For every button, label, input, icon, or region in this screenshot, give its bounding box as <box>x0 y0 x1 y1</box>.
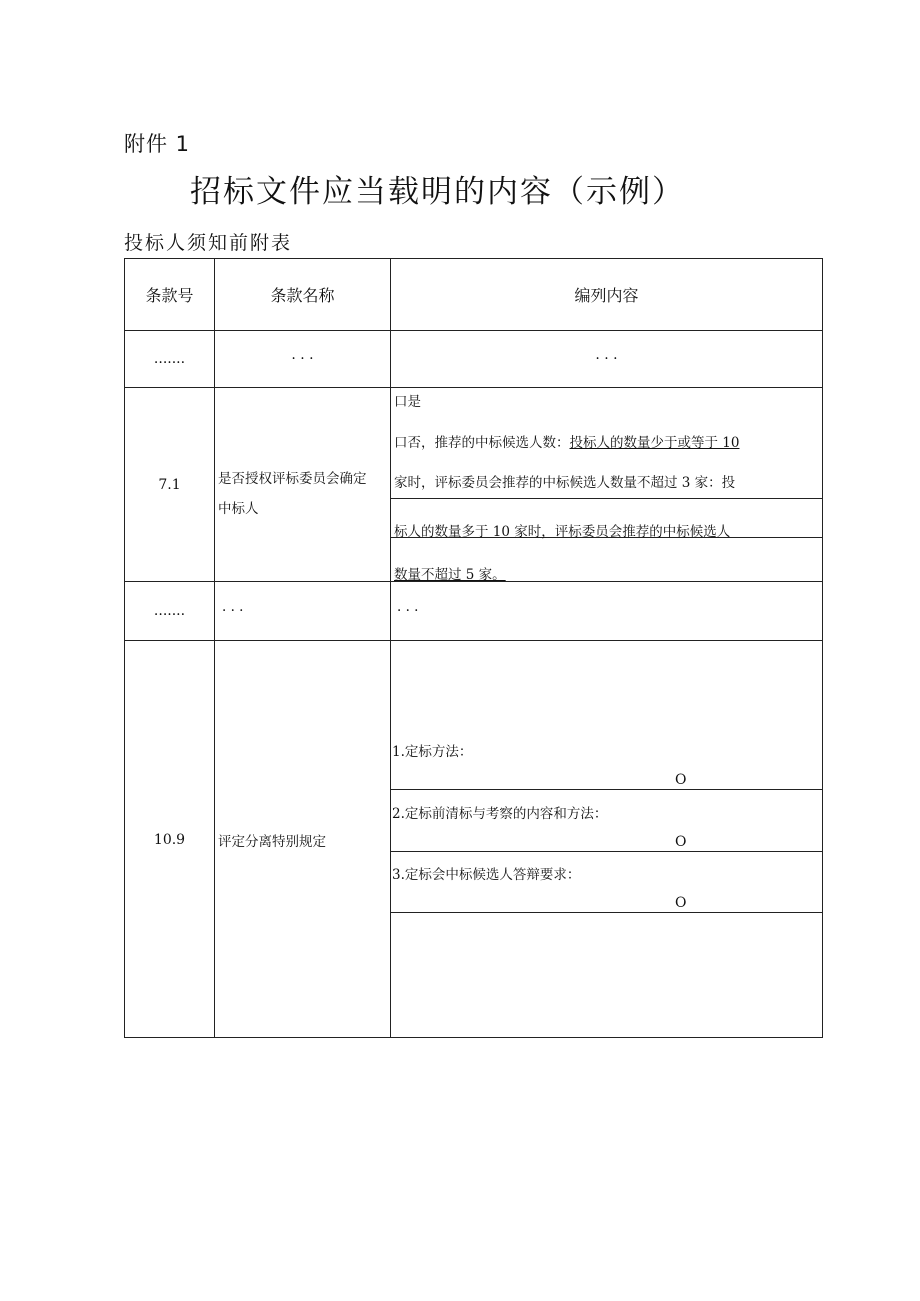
content-7-1-line5: 数量不超过 5 家。 <box>394 567 506 583</box>
content-7-1-line3: 家时，评标委员会推荐的中标候选人数量不超过 3 家：投 <box>394 475 736 491</box>
option-no-line <box>394 431 739 451</box>
attachment-label: 附件 1 <box>124 132 191 156</box>
item-pre-award-review: 2.定标前清标与考察的内容和方法： <box>392 806 608 822</box>
row-divider <box>125 640 822 641</box>
sub-row-divider <box>391 498 822 499</box>
item-award-method: 1.定标方法： <box>392 744 473 760</box>
sub-row-divider <box>391 912 822 913</box>
row-divider <box>125 387 822 388</box>
clause-no-10-9: 10.9 <box>153 831 186 848</box>
bidder-instructions-table <box>124 258 823 1038</box>
header-content: 编列内容 <box>574 286 639 305</box>
clause-name-7-1-line2: 中标人 <box>218 501 259 517</box>
content-7-1-line4: 标人的数量多于 10 家时，评标委员会推荐的中标候选人 <box>394 524 731 540</box>
ellipsis-clause-no: ....... <box>153 351 186 367</box>
sub-row-divider <box>391 789 822 790</box>
option-no-underlined: 投标人的数量少于或等于 10 <box>569 435 740 451</box>
sub-row-divider <box>391 851 822 852</box>
header-clause-name: 条款名称 <box>270 286 335 305</box>
ellipsis-clause-name: · · · <box>291 351 314 367</box>
circle-mark: O <box>675 895 687 911</box>
circle-mark: O <box>675 834 687 850</box>
option-no-prefix: 口否，推荐的中标候选人数： <box>394 435 570 451</box>
clause-name-7-1-line1: 是否授权评标委员会确定 <box>218 471 367 487</box>
ellipsis-clause-name: · · · <box>222 603 244 619</box>
option-yes: 口是 <box>394 394 421 410</box>
ellipsis-clause-no: ....... <box>153 603 186 619</box>
item-defense-requirements: 3.定标会中标候选人答辩要求： <box>392 867 581 883</box>
document-title: 招标文件应当载明的内容（示例） <box>190 174 685 210</box>
header-clause-no: 条款号 <box>145 286 194 305</box>
table-caption: 投标人须知前附表 <box>124 232 293 254</box>
clause-no-7-1: 7.1 <box>158 476 181 493</box>
circle-mark: O <box>675 772 687 788</box>
clause-name-10-9: 评定分离特别规定 <box>218 834 326 850</box>
ellipsis-content: · · · <box>595 351 618 367</box>
ellipsis-content: · · · <box>397 603 419 619</box>
